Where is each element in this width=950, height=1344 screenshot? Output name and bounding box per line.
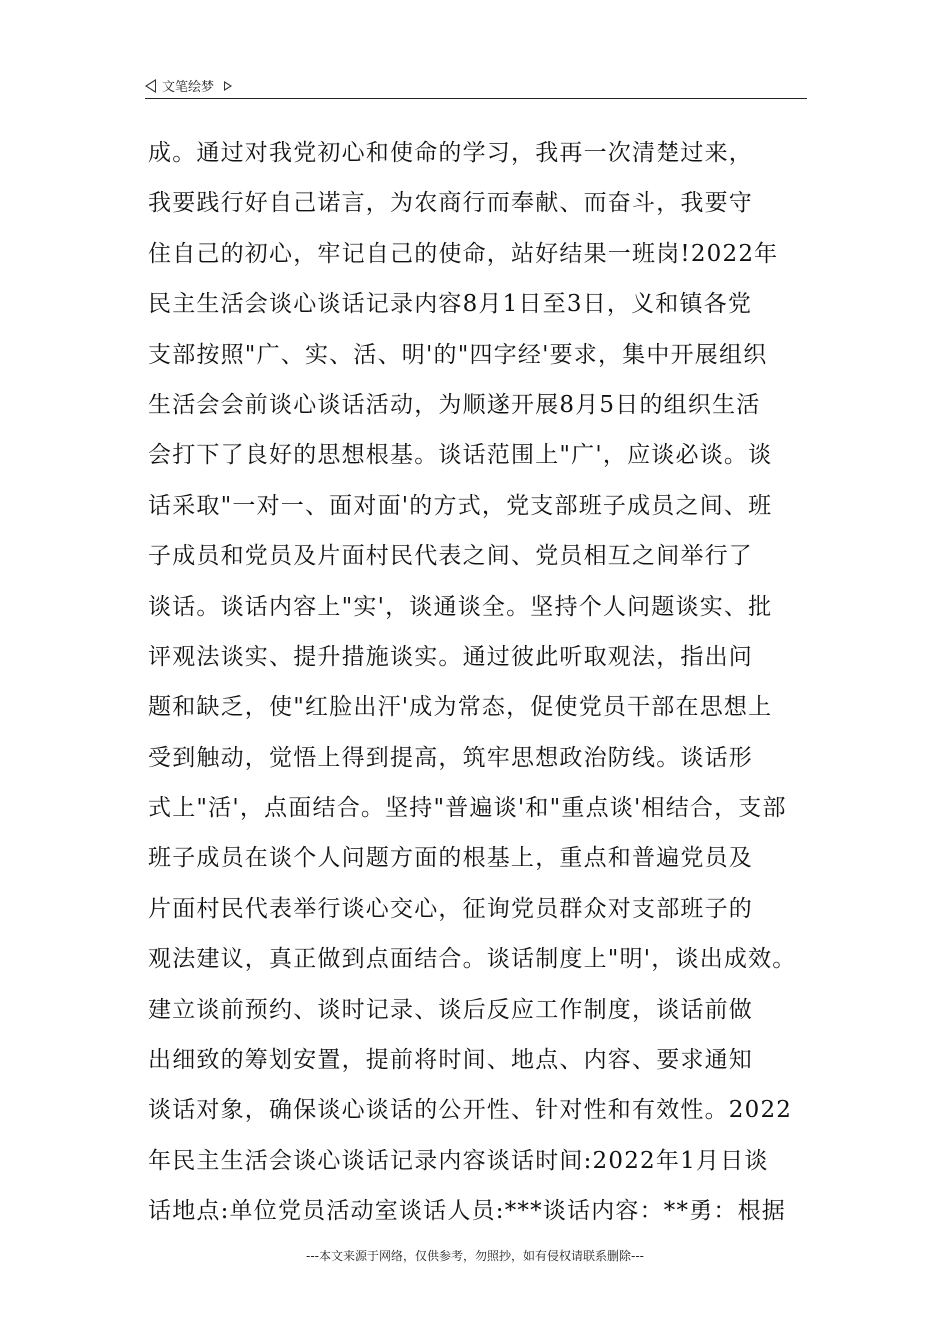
body-line: 会打下了良好的思想根基。谈话范围上"广'，应谈必谈。谈 (148, 442, 773, 469)
header-brand (145, 76, 232, 95)
header-divider (145, 98, 807, 99)
body-line: 子成员和党员及片面村民代表之间、党员相互之间举行了 (148, 543, 753, 570)
triangle-left-icon (145, 79, 156, 93)
document-body (148, 128, 810, 1237)
body-line: 话地点:单位党员活动室谈话人员:***谈话内容：**勇：根据 (148, 1198, 786, 1225)
body-line: 片面村民代表举行谈心交心，征询党员群众对支部班子的 (148, 895, 753, 922)
body-line: 题和缺乏，使"红脸出汗'成为常态，促使党员干部在思想上 (148, 694, 773, 721)
body-line: 出细致的筹划安置，提前将时间、地点、内容、要求通知 (148, 1047, 753, 1074)
body-line: 建立谈前预约、谈时记录、谈后反应工作制度，谈话前做 (148, 996, 753, 1023)
body-line: 民主生活会谈心谈话记录内容8月1日至3日，义和镇各党 (148, 291, 753, 318)
page-header (145, 72, 807, 100)
body-line: 谈话对象，确保谈心谈话的公开性、针对性和有效性。2022 (148, 1097, 793, 1124)
body-line: 生活会会前谈心谈话活动，为顺遂开展8月5日的组织生活 (148, 391, 761, 418)
footer-disclaimer: ---本文来源于网络，仅供参考，勿照抄，如有侵权请联系删除--- (306, 1249, 644, 1263)
body-line: 观法建议，真正做到点面结合。谈话制度上"明'，谈出成效。 (148, 946, 797, 973)
body-line: 谈话。谈话内容上"实'，谈通谈全。坚持个人问题谈实、批 (148, 593, 773, 620)
body-line: 评观法谈实、提升措施谈实。通过彼此听取观法，指出问 (148, 643, 753, 670)
triangle-right-icon (224, 81, 232, 91)
body-line: 班子成员在谈个人问题方面的根基上，重点和普遍党员及 (148, 845, 753, 872)
header-brand-label: 文笔绘梦 (162, 80, 215, 95)
body-line: 年民主生活会谈心谈话记录内容谈话时间:2022年1月日谈 (148, 1147, 769, 1174)
body-line: 受到触动，觉悟上得到提高，筑牢思想政治防线。谈话形 (148, 744, 753, 771)
body-line: 支部按照"广、实、活、明'的"四字经'要求，集中开展组织 (148, 341, 768, 368)
body-line: 成。通过对我党初心和使命的学习，我再一次清楚过来， (148, 140, 753, 166)
body-line: 话采取"一对一、面对面'的方式，党支部班子成员之间、班 (148, 492, 773, 519)
body-line: 我要践行好自己诺言，为农商行而奉献、而奋斗，我要守 (148, 190, 753, 217)
body-line: 式上"活'，点面结合。坚持"普遍谈'和"重点谈'相结合，支部 (148, 795, 787, 822)
body-line: 住自己的初心，牢记自己的使命，站好结果一班岗!2022年 (148, 240, 779, 267)
